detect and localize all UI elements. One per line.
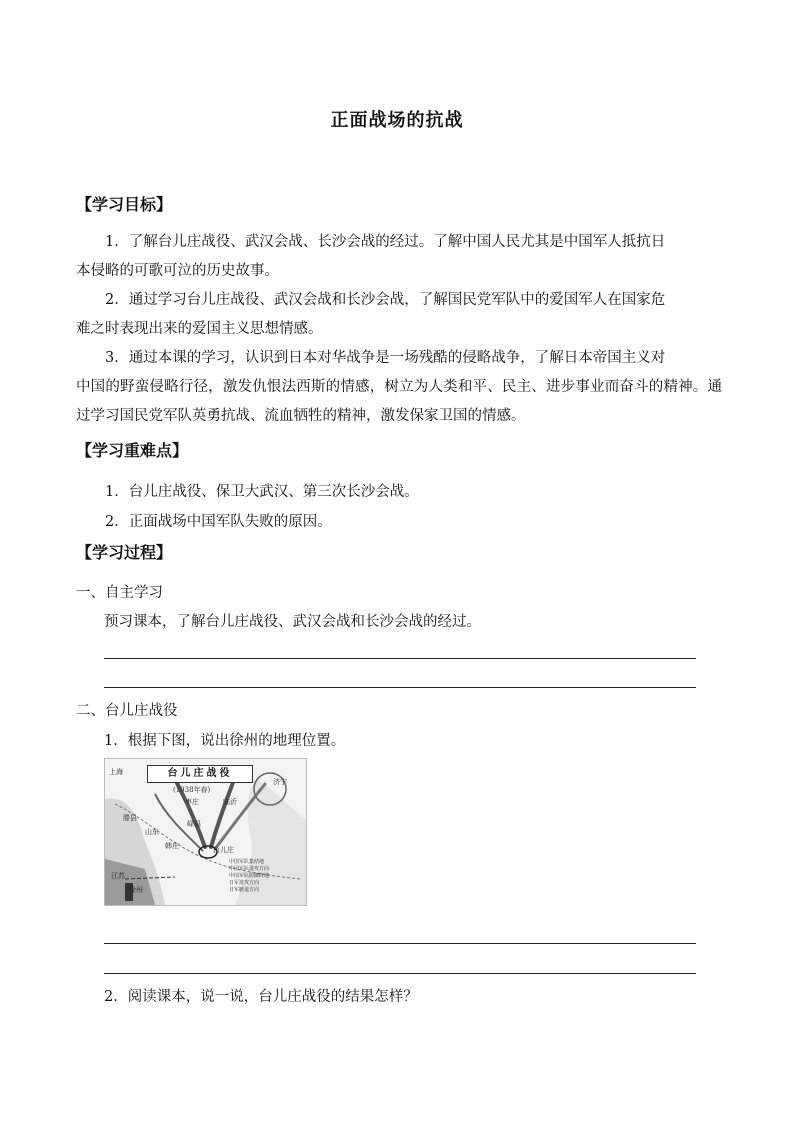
answer-line[interactable] [104,973,696,974]
map-label-shandong: 山东 [145,828,159,836]
map-legend [229,859,299,894]
legend-item: 日军撤退方向 [229,887,260,893]
key-point-1: 1．台儿庄战役、保卫大武汉、第三次长沙会战。 [105,484,419,500]
goal-2-rest: 难之时表现出来的爱国主义思想情感。 [76,321,323,337]
key-point-2: 2．正面战场中国军队失败的原因。 [105,514,332,530]
answer-line[interactable] [104,687,696,688]
part1-heading: 一、自主学习 [76,585,163,601]
legend-item: 中国军队集结地 [229,859,265,865]
map-label-yixian: 峄县 [187,820,201,828]
section-heading-key-points: 【学习重难点】 [76,441,189,460]
map-label-zaozhuang: 枣庄 [185,798,199,806]
part2-heading: 二、台儿庄战役 [76,703,178,719]
section-heading-process: 【学习过程】 [76,543,173,562]
map-label-hanzhuang: 韩庄 [165,842,179,850]
part1-instruction: 预习课本，了解台儿庄战役、武汉会战和长沙会战的经过。 [104,614,481,630]
goal-3-rest: 中国的野蛮侵略行径，激发仇恨法西斯的情感，树立为人类和平、民主、进步事业而奋斗的精神。通过学习国民党军队英勇抗战、流血牺牲的精神，激发保家卫国的情感。 [76,379,722,424]
section-heading-goals: 【学习目标】 [76,195,173,214]
answer-line[interactable] [104,658,696,659]
goal-2-first-line: 2．通过学习台儿庄战役、武汉会战和长沙会战，了解国民党军队中的爱国军人在国家危 [105,292,666,308]
legend-item: 中国军队进攻方向 [229,866,270,872]
part2-question-1: 1．根据下图，说出徐州的地理位置。 [104,733,346,749]
map-label-jining: 济宁 [273,778,287,786]
map-label-jiangsu: 江苏 [111,872,125,880]
legend-item: 日军进攻方向 [229,880,260,886]
map-title: 台儿庄战役 [147,765,253,783]
map-label-xuzhou: 徐州 [129,886,143,894]
page-title: 正面战场的抗战 [330,110,464,131]
map-year: (1938年春) [173,786,211,794]
answer-line[interactable] [104,943,696,944]
goal-paragraph-3 [76,344,722,431]
goal-1-first-line: 1．了解台儿庄战役、武汉会战、长沙会战的经过。了解中国人民尤其是中国军人抵抗日 [105,234,666,250]
map-label-linyi: 临沂 [223,798,237,806]
map-label-tengxian: 滕县 [123,814,137,822]
goal-3-first-line: 3．通过本课的学习，认识到日本对华战争是一场残酷的侵略战争，了解日本帝国主义对 [105,350,666,366]
goal-paragraph-2 [76,286,722,344]
goal-1-rest: 本侵略的可歌可泣的历史故事。 [76,263,279,279]
map-label-taierzhuang: 台儿庄 [213,846,234,854]
goal-paragraph-1 [76,228,722,286]
battle-map-image [104,758,307,906]
part2-question-2: 2．阅读课本，说一说，台儿庄战役的结果怎样？ [104,989,418,1005]
legend-item: 中国军队防御阵地 [229,873,270,879]
map-label-shanghai: 上海 [109,768,123,776]
